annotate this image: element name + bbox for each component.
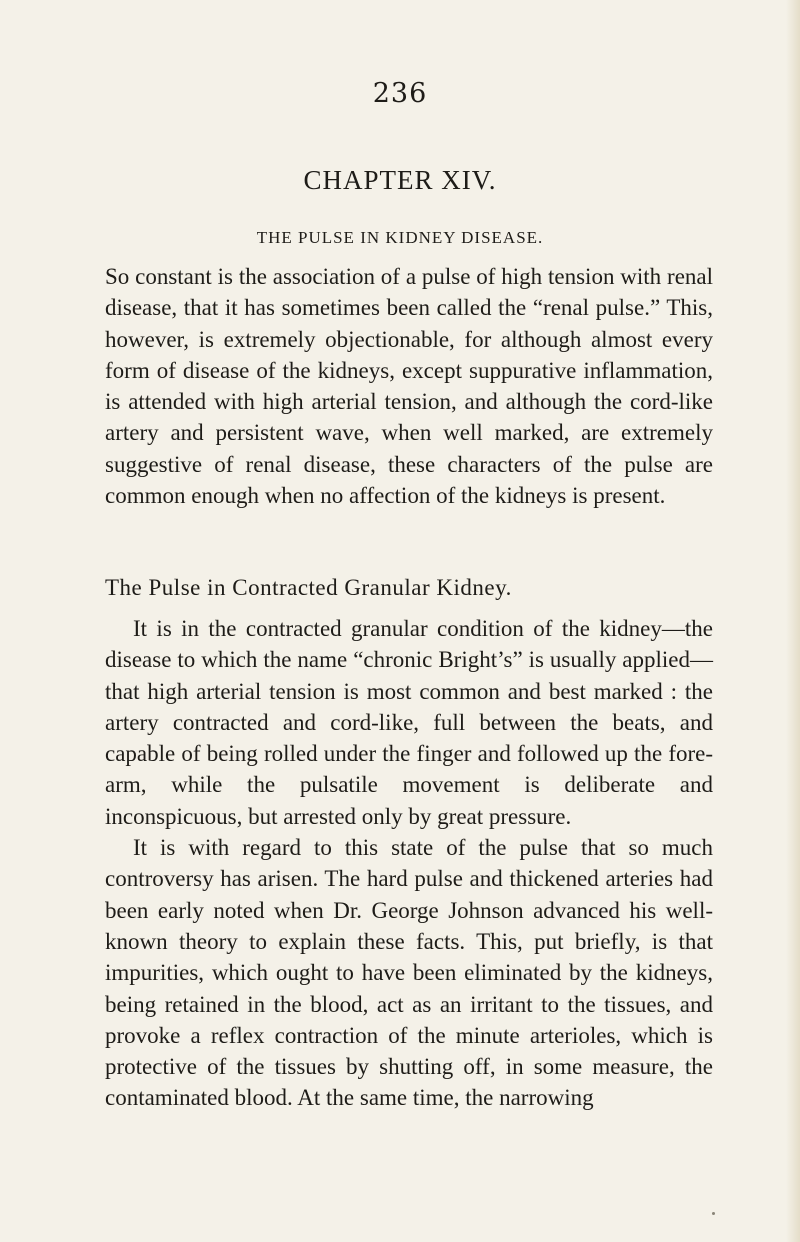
section-paragraph: It is in the contracted granular condition of the kidney—the disease to which the name “chronic Bright’s” is usually applied—that high arterial tension is most common and best marked : the artery contracted and cord-like, full between the beats, and capable of being rolled under the finger and followed up the fore-arm, while the pulsatile movement is deliberate and inconspicuous, but arrested only by great pressure.: [105, 616, 713, 829]
section-paragraph: It is with regard to this state of the pulse that so much controversy has arisen. The hard pulse and thickened arteries had been early noted when Dr. George Johnson advanced his well-known theory to explain these facts. This, put briefly, is that impurities, which ought to have been eliminated by the kidneys, being retained in the blood, act as an irritant to the tissues, and provoke a reflex contraction of the minute arterioles, which is protective of the tissues by shutting off, in some measure, the contaminated blood. At the same time, the narrowing: [105, 835, 713, 1111]
chapter-subtitle: THE PULSE IN KIDNEY DISEASE.: [256, 228, 544, 247]
intro-text-block: [105, 261, 713, 511]
section-text-block: [105, 613, 713, 1114]
page-number: 236: [372, 78, 428, 109]
chapter-title: CHAPTER XIV.: [303, 165, 497, 195]
section-heading: The Pulse in Contracted Granular Kidney.: [105, 575, 512, 600]
intro-paragraph: So constant is the association of a pulse of high tension with renal disease, that it has sometimes been called the “renal pulse.” This, however, is extremely objectionable, for although almost every form of disease of the kidneys, except suppurative inflammation, is attended with high arterial tension, and although the cord-like artery and persistent wave, when well marked, are extremely suggestive of renal disease, these characters of the pulse are common enough when no affection of the kidneys is present.: [105, 264, 713, 509]
page-edge-shadow: [786, 0, 800, 1242]
paper-speck: [712, 1212, 715, 1215]
